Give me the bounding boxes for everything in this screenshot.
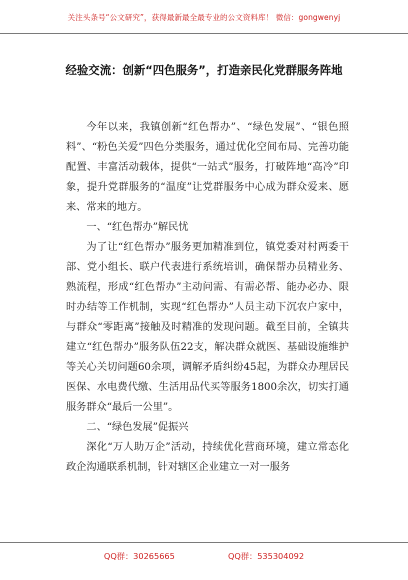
footer-qq-group-left: QQ群：30265665 bbox=[103, 551, 175, 561]
footer-banner bbox=[0, 542, 408, 580]
section-heading-green-development: 二、“绿色发展”促振兴 bbox=[86, 422, 189, 433]
red-service-paragraph: 为了让“红色帮办”服务更加精准到位，镇党委对村两委干部、党小组长、联户代表进行系统培训，确保帮办员精业务、熟流程，形成“红色帮办”主动问需、有需必帮、能办必办、限时办结等工作机制，实现“红色帮办”人员主动下沉农户家中，与群众“零距离”接触及时精准的发现问题。截至目前，全镇共建立“红色帮办”服务队伍22支，解决群众就医、基础设施维护等关心关切问题60余项，调解矛盾纠纷45起，为群众办理居民医保、水电费代缴、生活用品代买等服务1800余次，切实打通服务群众“最后一公里”。 bbox=[66, 242, 349, 413]
header-banner bbox=[0, 0, 408, 34]
footer-qq-group-right: QQ群：535304092 bbox=[227, 551, 305, 561]
green-development-paragraph: 深化“万人助万企”活动，持续优化营商环境，建立常态化政企沟通联系机制，针对辖区企业建立一对一服务 bbox=[66, 442, 349, 473]
section-heading-red-service: 一、“红色帮办”解民忧 bbox=[86, 222, 189, 233]
document-title: 经验交流：创新“四色服务”，打造亲民化党群服务阵地 bbox=[65, 63, 343, 77]
intro-paragraph: 今年以来，我镇创新“红色帮办”、“绿色发展”、“银色照料”、“粉色关爱”四色分类服务，通过优化空间布局、完善功能配置、丰富活动载体，提供“一站式”服务，打破阵地“高冷”印象，提升党群服务的“温度”让党群服务中心成为群众爱来、愿来、常来的地方。 bbox=[66, 122, 349, 213]
header-banner-text: 关注头条号“公文研究”，获得最新最全最专业的公文资料库！ 微信：gongwenyj bbox=[67, 13, 341, 22]
document-body bbox=[66, 118, 349, 478]
